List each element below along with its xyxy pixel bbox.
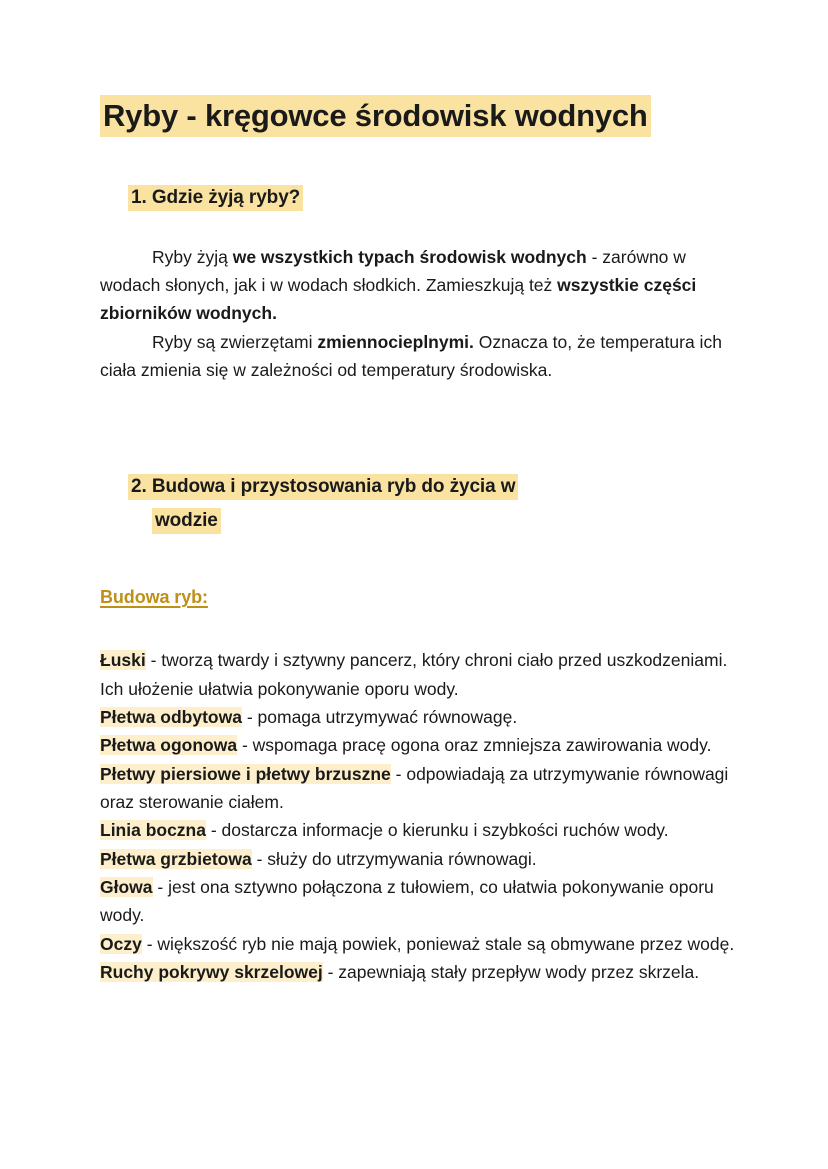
definition-term: Głowa — [100, 876, 153, 897]
paragraph-2-lead: Ryby są zwierzętami — [152, 331, 318, 352]
section-2-heading-line-2 — [152, 506, 658, 535]
definition-description: - odpowiadają za utrzymywanie równowagi oraz sterowanie ciałem. — [100, 763, 729, 812]
list-item — [100, 816, 740, 844]
definition-term: Płetwy piersiowe i płetwy brzuszne — [100, 763, 391, 784]
definition-term: Linia boczna — [100, 820, 206, 841]
definition-term: Łuski — [100, 650, 146, 671]
paragraph-1-bold-2: wszystkie części zbiorników wodnych. — [100, 274, 697, 324]
list-item — [100, 930, 740, 958]
list-item — [100, 760, 740, 817]
list-item — [100, 958, 740, 986]
page-title-highlight: Ryby - kręgowce środowisk wodnych — [100, 95, 651, 137]
paragraph-2 — [100, 328, 740, 385]
definition-description: - zapewniają stały przepływ wody przez skrzela. — [322, 961, 700, 982]
section-1-heading — [128, 183, 740, 212]
definition-term: Płetwa grzbietowa — [100, 848, 252, 869]
definition-term: Płetwa ogonowa — [100, 735, 238, 756]
definition-description: - wspomaga pracę ogona oraz zmniejsza zawirowania wody. — [237, 735, 712, 756]
definition-term: Ruchy pokrywy skrzelowej — [100, 961, 323, 982]
list-item — [100, 731, 740, 759]
paragraph-1-mid: - zarówno w wodach słonych, jak i w wodach słodkich. Zamieszkują też — [100, 246, 686, 295]
definition-term: Oczy — [100, 933, 142, 954]
paragraph-2-mid: Oznacza to, że temperatura ich ciała zmienia się w zależności od temperatury środowiska. — [100, 331, 722, 380]
definition-description: - jest ona sztywno połączona z tułowiem, co ułatwia pokonywanie oporu wody. — [100, 876, 714, 926]
paragraph-1-bold-1: we wszystkich typach środowisk wodnych — [232, 246, 587, 267]
page-title — [100, 95, 740, 137]
list-item — [100, 703, 740, 731]
list-item — [100, 646, 740, 703]
definition-description: - służy do utrzymywania równowagi. — [251, 848, 537, 869]
section-2-heading-highlight-line-1: 2. Budowa i przystosowania ryb do życia w — [128, 474, 518, 500]
document-content — [100, 95, 740, 986]
definition-description: - tworzą twardy i sztywny pancerz, który chroni ciało przed uszkodzeniami. Ich ułożenie ułatwia pokonywanie oporu wody. — [100, 650, 728, 699]
section-2-heading-highlight-line-2: wodzie — [152, 508, 221, 534]
section-1-heading-highlight: 1. Gdzie żyją ryby? — [128, 185, 303, 211]
list-item — [100, 873, 740, 930]
list-item — [100, 845, 740, 873]
sub-heading-budowa-ryb: Budowa ryb: — [100, 587, 208, 608]
paragraph-1-lead: Ryby żyją — [152, 246, 233, 267]
definition-list — [100, 646, 740, 986]
paragraph-1 — [100, 243, 740, 328]
definition-description: - większość ryb nie mają powiek, ponieważ stale są obmywane przez wodę. — [141, 933, 735, 954]
paragraph-2-bold-1: zmiennocieplnymi. — [317, 331, 474, 352]
definition-description: - pomaga utrzymywać równowagę. — [241, 706, 518, 727]
definition-term: Płetwa odbytowa — [100, 706, 242, 727]
section-2-heading — [128, 472, 658, 535]
definition-description: - dostarcza informacje o kierunku i szybkości ruchów wody. — [205, 820, 669, 841]
section-1-body — [100, 243, 740, 385]
